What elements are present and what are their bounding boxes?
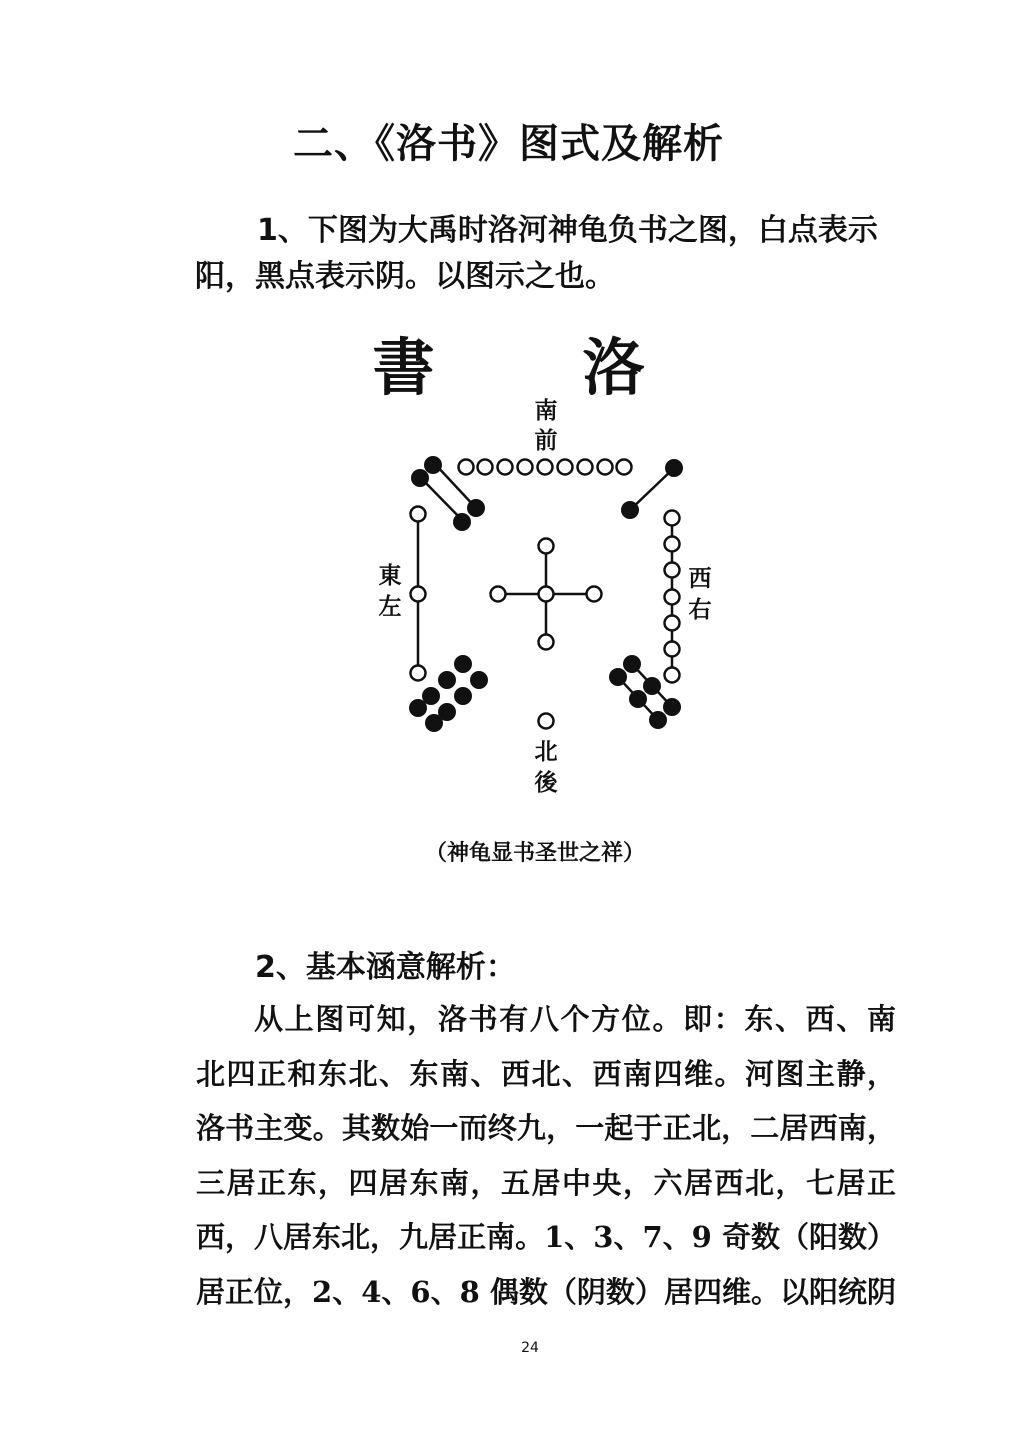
- body-line: 西，八居东北，九居正南。1、3、7、9 奇数（阳数）: [196, 1220, 896, 1254]
- white-dot: [498, 460, 513, 475]
- white-dot: [665, 511, 680, 526]
- white-dot: [411, 587, 426, 602]
- black-dot: [454, 687, 472, 705]
- white-dot: [665, 563, 680, 578]
- black-dot: [438, 671, 456, 689]
- body-line: 从上图可知，洛书有八个方位。即：东、西、南: [254, 1002, 896, 1036]
- label-right: 右: [688, 596, 712, 623]
- black-dot: [643, 677, 661, 695]
- diagram-caption: （神龟显书圣世之祥）: [424, 840, 645, 866]
- black-dot: [663, 698, 681, 716]
- white-dot: [539, 635, 554, 650]
- body-line: 北四正和东北、东南、西北、西南四维。河图主静，: [196, 1056, 896, 1091]
- black-dot: [665, 459, 683, 477]
- black-dot: [649, 711, 667, 729]
- black-dot: [424, 456, 442, 474]
- section-1-line-1: 1、下图为大禹时洛河神龟负书之图，白点表示: [257, 213, 878, 248]
- white-dot: [491, 587, 506, 602]
- white-dot: [665, 668, 680, 683]
- black-dot: [470, 671, 488, 689]
- white-dot: [665, 590, 680, 605]
- diagram-title-char-left: 書: [372, 331, 435, 404]
- white-dot: [539, 539, 554, 554]
- white-dot: [459, 460, 474, 475]
- label-front: 前: [534, 427, 558, 454]
- body-line: 居正位，2、4、6、8 偶数（阴数）居四维。以阳统阴: [196, 1274, 896, 1309]
- label-west: 西: [688, 565, 712, 592]
- white-dot: [538, 460, 553, 475]
- black-dot: [411, 469, 429, 487]
- connector-line: [630, 468, 674, 510]
- black-dot: [609, 668, 627, 686]
- white-dot: [665, 616, 680, 631]
- black-dot: [467, 499, 485, 517]
- white-dot: [665, 642, 680, 657]
- body-line: 洛书主变。其数始一而终九，一起于正北，二居西南，: [196, 1111, 896, 1145]
- white-dot: [598, 460, 613, 475]
- white-dot: [518, 460, 533, 475]
- white-dot: [539, 714, 554, 729]
- white-dot: [617, 460, 632, 475]
- white-dot: [578, 460, 593, 475]
- black-dot: [453, 513, 471, 531]
- black-dot: [454, 655, 472, 673]
- section-1-line-2: 阳，黑点表示阴。以图示之也。: [195, 259, 615, 294]
- white-dot: [539, 587, 554, 602]
- label-north: 北: [534, 738, 558, 765]
- label-left: 左: [378, 593, 402, 620]
- white-dot: [411, 507, 426, 522]
- section-2-body: [196, 992, 896, 1319]
- diagram-title-char-right: 洛: [582, 331, 645, 404]
- white-dot: [587, 587, 602, 602]
- section-2-heading: 2、基本涵意解析：: [255, 950, 516, 985]
- white-dot: [558, 460, 573, 475]
- black-dot: [621, 501, 639, 519]
- page-title: 二、《洛书》图式及解析: [293, 121, 724, 167]
- label-east: 東: [378, 562, 402, 589]
- white-dot: [665, 537, 680, 552]
- label-back: 後: [534, 769, 558, 796]
- black-dot: [629, 690, 647, 708]
- page-number: 24: [521, 1340, 539, 1356]
- white-dot: [411, 666, 426, 681]
- black-dot: [425, 714, 443, 732]
- white-dot: [478, 460, 493, 475]
- label-south: 南: [534, 397, 558, 424]
- black-dot: [623, 655, 641, 673]
- body-line: 三居正东，四居东南，五居中央，六居西北，七居正: [196, 1165, 896, 1200]
- black-dot: [409, 699, 427, 717]
